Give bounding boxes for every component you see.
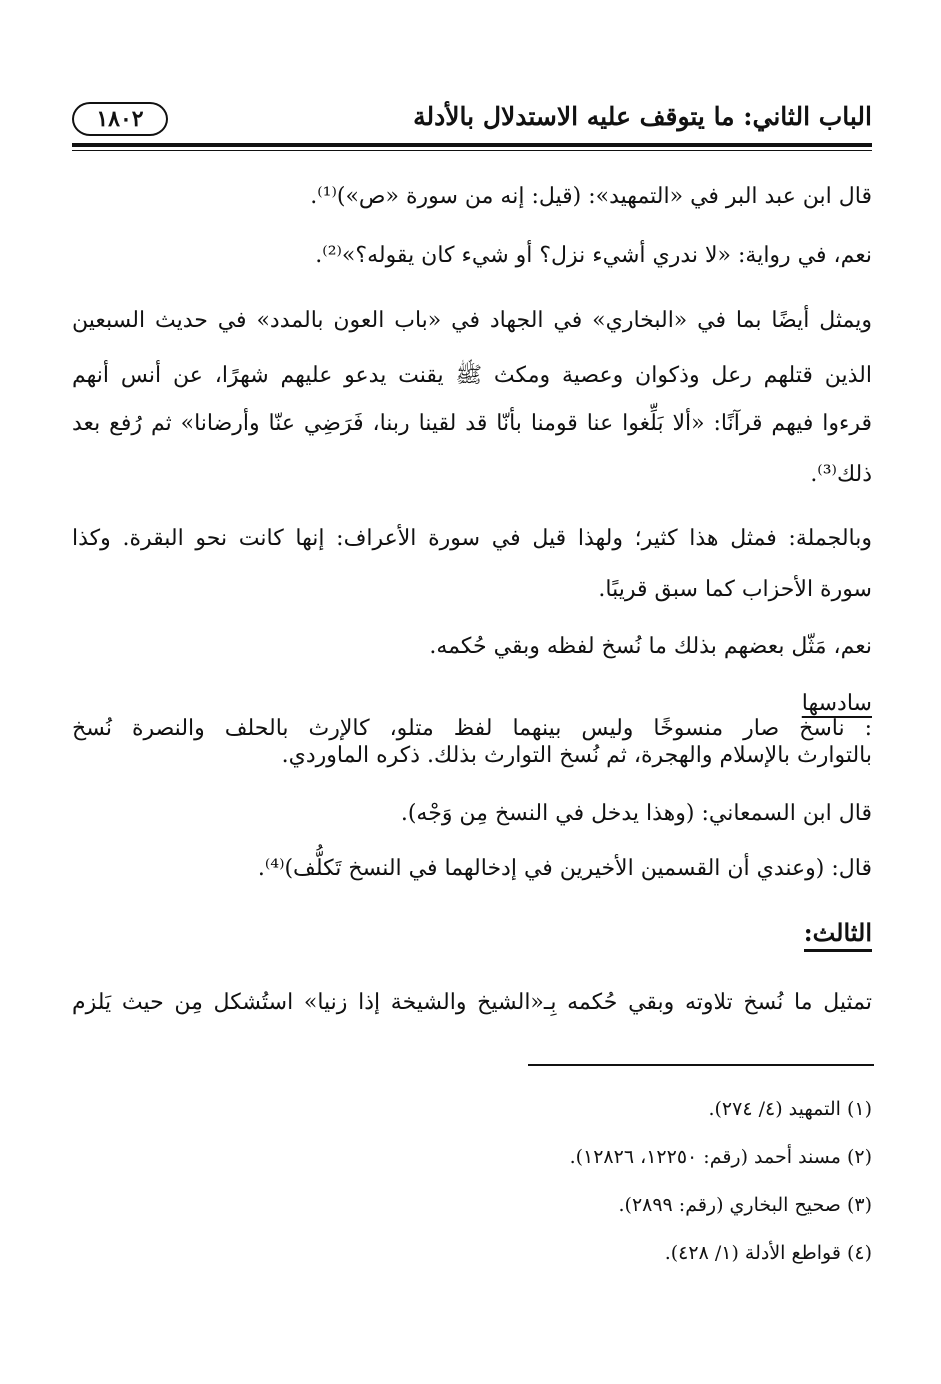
paragraph-riwaya: نعم، في رواية: «لا ندري أشيء نزل؟ أو شيء كان يقوله؟»⁽²⁾. bbox=[315, 243, 872, 268]
footnote-2: (٢) مسند أحمد (رقم: ١٢٢٥٠، ١٢٨٢٦). bbox=[569, 1146, 872, 1168]
footnote-1: (١) التمهيد (٤/ ٢٧٤). bbox=[708, 1098, 872, 1120]
paragraph-ibn-abd-al-barr: قال ابن عبد البر في «التمهيد»: (قيل: إنه من سورة «ص»)⁽¹⁾. bbox=[310, 184, 872, 209]
paragraph-tamthil: تمثيل ما نُسخ تلاوته وبقي حُكمه بِـ«الشيخ والشيخة إذا زنيا» استُشكل مِن حيث يَلزم bbox=[72, 990, 872, 1015]
paragraph-naam-mathal: نعم، مَثّل بعضهم بذلك ما نُسخ لفظه وبقي حُكمه. bbox=[429, 634, 872, 659]
sadisuha-label: سادسها bbox=[801, 691, 872, 716]
paragraph-ibn-al-samani: قال ابن السمعاني: (وهذا يدخل في النسخ مِن وَجْه). bbox=[400, 801, 872, 826]
header-rule-thin bbox=[72, 150, 872, 151]
paragraph-bukhari-line-4: ذلك⁽³⁾. bbox=[810, 462, 872, 487]
page-number: ١٨٠٢ bbox=[72, 102, 168, 136]
paragraph-wa-indi: قال: (وعندي أن القسمين الأخيرين في إدخالهما في النسخ تَكلُّف)⁽⁴⁾. bbox=[257, 856, 872, 881]
page-header bbox=[72, 98, 872, 140]
footnote-4: (٤) قواطع الأدلة (١/ ٤٢٨). bbox=[664, 1242, 872, 1264]
footnote-3: (٣) صحيح البخاري (رقم: ٢٨٩٩). bbox=[618, 1194, 872, 1216]
chapter-title: الباب الثاني: ما يتوقف عليه الاستدلال بالأدلة bbox=[413, 102, 872, 131]
paragraph-bukhari-line-2: الذين قتلهم رعل وذكوان وعصية ومكث ﷺ يقنت يدعو عليهم شهرًا، عن أنس أنهم bbox=[72, 363, 872, 388]
section-heading-third: الثالث: bbox=[804, 918, 872, 952]
paragraph-bukhari-line-3: قرءوا فيهم قرآنًا: «ألا بَلِّغوا عنا قومنا بأنّا قد لقينا ربنا، فَرَضِي عنّا وأرضانا» ثم رُفع بعد bbox=[72, 411, 872, 436]
paragraph-sadisuha-line-1: سادسها : ناسخ صار منسوخًا وليس بينهما لفظ متلو، كالإرث بالحلف والنصرة نُسخ bbox=[72, 691, 872, 741]
paragraph-bil-jumla-line-2: سورة الأحزاب كما سبق قريبًا. bbox=[598, 577, 872, 602]
header-rule-thick bbox=[72, 143, 872, 147]
paragraph-sadisuha-line-2: بالتوارث بالإسلام والهجرة، ثم نُسخ التوارث بذلك. ذكره الماوردي. bbox=[281, 743, 872, 768]
footnote-separator bbox=[528, 1064, 874, 1066]
paragraph-bukhari-line-1: ويمثل أيضًا بما في «البخاري» في الجهاد في «باب العون بالمدد» في حديث السبعين bbox=[72, 308, 872, 333]
paragraph-bil-jumla-line-1: وبالجملة: فمثل هذا كثير؛ ولهذا قيل في سورة الأعراف: إنها كانت نحو البقرة. وكذا bbox=[72, 526, 872, 551]
